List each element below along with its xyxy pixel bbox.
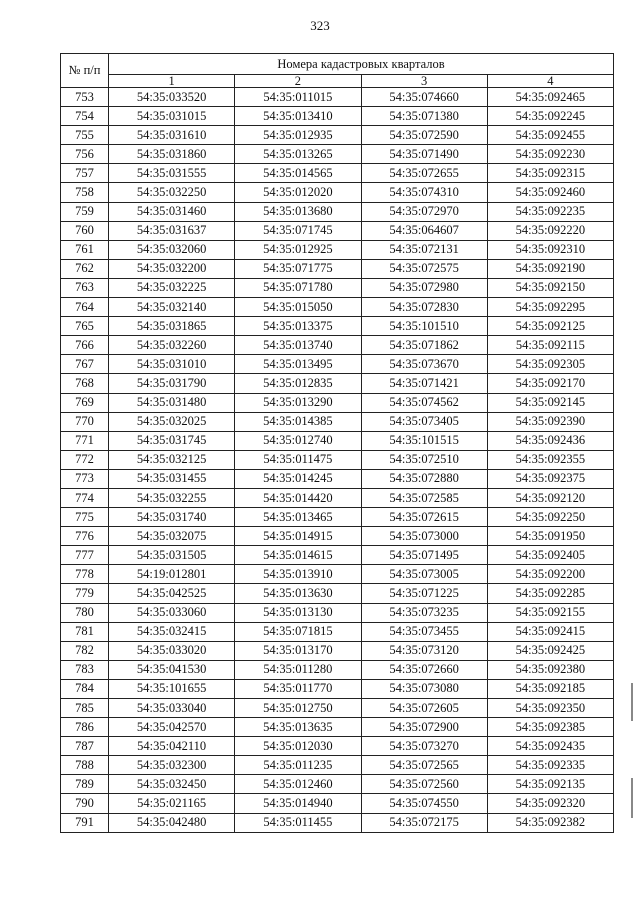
row-number-cell: 756 [61, 145, 109, 164]
cadastral-quarter-cell: 54:35:074310 [361, 183, 487, 202]
cadastral-quarter-cell: 54:35:013495 [235, 355, 361, 374]
table-row [61, 718, 614, 737]
cadastral-quarter-cell: 54:35:033040 [109, 699, 235, 718]
scan-edge-mark [631, 683, 633, 721]
row-number-header: № п/п [61, 54, 109, 88]
cadastral-quarter-cell: 54:35:072980 [361, 278, 487, 297]
cadastral-quarter-cell: 54:35:092425 [487, 641, 613, 660]
cadastral-quarter-cell: 54:35:092305 [487, 355, 613, 374]
cadastral-quarter-cell: 54:35:011015 [235, 88, 361, 107]
cadastral-quarter-cell: 54:35:074562 [361, 393, 487, 412]
cadastral-quarter-cell: 54:35:012935 [235, 126, 361, 145]
cadastral-quarter-cell: 54:35:033060 [109, 603, 235, 622]
cadastral-quarter-cell: 54:35:031860 [109, 145, 235, 164]
cadastral-quarter-cell: 54:35:031555 [109, 164, 235, 183]
table-row [61, 546, 614, 565]
cadastral-quarter-cell: 54:35:092380 [487, 660, 613, 679]
cadastral-quarter-cell: 54:35:014615 [235, 546, 361, 565]
row-number-cell: 781 [61, 622, 109, 641]
cadastral-quarter-cell: 54:35:031460 [109, 202, 235, 221]
table-row [61, 794, 614, 813]
cadastral-quarter-cell: 54:35:013265 [235, 145, 361, 164]
cadastral-quarter-cell: 54:35:092382 [487, 813, 613, 832]
table-row [61, 393, 614, 412]
table-header [61, 54, 614, 88]
table-row [61, 221, 614, 240]
cadastral-table-container [60, 53, 614, 833]
column-header: 3 [361, 75, 487, 88]
cadastral-quarter-cell: 54:35:074550 [361, 794, 487, 813]
cadastral-quarter-cell: 54:35:013290 [235, 393, 361, 412]
cadastral-quarter-cell: 54:35:031637 [109, 221, 235, 240]
cadastral-quarter-cell: 54:35:092155 [487, 603, 613, 622]
row-number-cell: 782 [61, 641, 109, 660]
table-body [61, 88, 614, 833]
cadastral-quarter-cell: 54:35:071490 [361, 145, 487, 164]
cadastral-quarter-cell: 54:35:092125 [487, 317, 613, 336]
cadastral-quarter-cell: 54:35:042480 [109, 813, 235, 832]
cadastral-quarter-cell: 54:35:073235 [361, 603, 487, 622]
row-number-cell: 774 [61, 488, 109, 507]
page-number: 323 [310, 18, 330, 33]
cadastral-quarter-cell: 54:35:072575 [361, 259, 487, 278]
cadastral-quarter-cell: 54:35:092436 [487, 431, 613, 450]
table-row [61, 469, 614, 488]
row-number-cell: 778 [61, 565, 109, 584]
cadastral-quarter-cell: 54:35:032415 [109, 622, 235, 641]
cadastral-quarter-cell: 54:35:072565 [361, 756, 487, 775]
cadastral-quarter-cell: 54:35:071745 [235, 221, 361, 240]
cadastral-quarter-cell: 54:35:092135 [487, 775, 613, 794]
cadastral-quarter-cell: 54:35:014385 [235, 412, 361, 431]
cadastral-quarter-cell: 54:35:072900 [361, 718, 487, 737]
cadastral-quarter-cell: 54:35:014915 [235, 527, 361, 546]
cadastral-quarter-cell: 54:35:011770 [235, 679, 361, 698]
table-row [61, 756, 614, 775]
row-number-cell: 754 [61, 107, 109, 126]
cadastral-quarter-cell: 54:35:092460 [487, 183, 613, 202]
table-row [61, 488, 614, 507]
cadastral-quarter-cell: 54:35:012925 [235, 240, 361, 259]
row-number-cell: 768 [61, 374, 109, 393]
scan-edge-mark [631, 778, 633, 818]
cadastral-quarter-cell: 54:35:013465 [235, 508, 361, 527]
table-row [61, 259, 614, 278]
cadastral-quarter-cell: 54:35:033020 [109, 641, 235, 660]
cadastral-quarter-cell: 54:35:032250 [109, 183, 235, 202]
table-row [61, 431, 614, 450]
cadastral-quarter-cell: 54:35:064607 [361, 221, 487, 240]
cadastral-quarter-cell: 54:35:042110 [109, 737, 235, 756]
cadastral-quarter-cell: 54:35:092385 [487, 718, 613, 737]
cadastral-quarter-cell: 54:35:032255 [109, 488, 235, 507]
table-row [61, 737, 614, 756]
cadastral-quarter-cell: 54:35:074660 [361, 88, 487, 107]
cadastral-quarter-cell: 54:35:012835 [235, 374, 361, 393]
table-row [61, 679, 614, 698]
row-number-cell: 757 [61, 164, 109, 183]
row-number-cell: 760 [61, 221, 109, 240]
cadastral-quarter-cell: 54:35:092335 [487, 756, 613, 775]
cadastral-quarter-cell: 54:35:071775 [235, 259, 361, 278]
table-row [61, 164, 614, 183]
cadastral-quarter-cell: 54:35:092200 [487, 565, 613, 584]
cadastral-quarter-cell: 54:35:092235 [487, 202, 613, 221]
cadastral-quarter-cell: 54:35:031010 [109, 355, 235, 374]
cadastral-quarter-cell: 54:35:031015 [109, 107, 235, 126]
cadastral-quarter-cell: 54:35:015050 [235, 298, 361, 317]
table-row [61, 508, 614, 527]
table-row [61, 565, 614, 584]
row-number-cell: 765 [61, 317, 109, 336]
row-number-cell: 791 [61, 813, 109, 832]
cadastral-quarter-cell: 54:35:092295 [487, 298, 613, 317]
cadastral-group-header: Номера кадастровых кварталов [109, 54, 614, 75]
cadastral-quarter-cell: 54:35:032200 [109, 259, 235, 278]
table-row [61, 527, 614, 546]
cadastral-quarter-cell: 54:35:031740 [109, 508, 235, 527]
cadastral-quarter-cell: 54:35:071421 [361, 374, 487, 393]
cadastral-quarter-cell: 54:35:031455 [109, 469, 235, 488]
cadastral-quarter-cell: 54:35:032300 [109, 756, 235, 775]
cadastral-quarter-cell: 54:35:011475 [235, 450, 361, 469]
cadastral-quarter-cell: 54:35:072590 [361, 126, 487, 145]
cadastral-quarter-cell: 54:35:092115 [487, 336, 613, 355]
cadastral-quarter-cell: 54:35:092220 [487, 221, 613, 240]
row-number-cell: 770 [61, 412, 109, 431]
column-header: 1 [109, 75, 235, 88]
cadastral-quarter-cell: 54:35:092375 [487, 469, 613, 488]
table-row [61, 183, 614, 202]
row-number-cell: 761 [61, 240, 109, 259]
table-row [61, 813, 614, 832]
table-row [61, 775, 614, 794]
column-header: 4 [487, 75, 613, 88]
cadastral-quarter-cell: 54:35:021165 [109, 794, 235, 813]
cadastral-quarter-cell: 54:35:013740 [235, 336, 361, 355]
cadastral-quarter-cell: 54:35:031480 [109, 393, 235, 412]
cadastral-quarter-cell: 54:35:014565 [235, 164, 361, 183]
cadastral-quarter-cell: 54:35:092245 [487, 107, 613, 126]
cadastral-quarter-cell: 54:35:041530 [109, 660, 235, 679]
row-number-cell: 777 [61, 546, 109, 565]
row-number-cell: 775 [61, 508, 109, 527]
cadastral-quarter-cell: 54:35:072131 [361, 240, 487, 259]
cadastral-quarter-cell: 54:35:032450 [109, 775, 235, 794]
cadastral-quarter-cell: 54:35:011455 [235, 813, 361, 832]
table-row [61, 202, 614, 221]
cadastral-quarter-cell: 54:35:071862 [361, 336, 487, 355]
cadastral-quarter-cell: 54:35:092120 [487, 488, 613, 507]
cadastral-table [60, 53, 614, 833]
cadastral-quarter-cell: 54:35:092285 [487, 584, 613, 603]
cadastral-quarter-cell: 54:35:073000 [361, 527, 487, 546]
row-number-cell: 776 [61, 527, 109, 546]
cadastral-quarter-cell: 54:35:013910 [235, 565, 361, 584]
cadastral-quarter-cell: 54:35:072560 [361, 775, 487, 794]
cadastral-quarter-cell: 54:35:072830 [361, 298, 487, 317]
cadastral-quarter-cell: 54:35:014420 [235, 488, 361, 507]
cadastral-quarter-cell: 54:35:072660 [361, 660, 487, 679]
cadastral-quarter-cell: 54:19:012801 [109, 565, 235, 584]
cadastral-quarter-cell: 54:35:013170 [235, 641, 361, 660]
row-number-cell: 755 [61, 126, 109, 145]
cadastral-quarter-cell: 54:35:013630 [235, 584, 361, 603]
cadastral-quarter-cell: 54:35:092145 [487, 393, 613, 412]
cadastral-quarter-cell: 54:35:092250 [487, 508, 613, 527]
cadastral-quarter-cell: 54:35:092230 [487, 145, 613, 164]
cadastral-quarter-cell: 54:35:092170 [487, 374, 613, 393]
row-number-cell: 789 [61, 775, 109, 794]
cadastral-quarter-cell: 54:35:031865 [109, 317, 235, 336]
cadastral-quarter-cell: 54:35:092405 [487, 546, 613, 565]
cadastral-quarter-cell: 54:35:013410 [235, 107, 361, 126]
cadastral-quarter-cell: 54:35:091950 [487, 527, 613, 546]
cadastral-quarter-cell: 54:35:032140 [109, 298, 235, 317]
cadastral-quarter-cell: 54:35:072655 [361, 164, 487, 183]
cadastral-quarter-cell: 54:35:033520 [109, 88, 235, 107]
table-row [61, 278, 614, 297]
cadastral-quarter-cell: 54:35:012740 [235, 431, 361, 450]
cadastral-quarter-cell: 54:35:042570 [109, 718, 235, 737]
cadastral-quarter-cell: 54:35:032260 [109, 336, 235, 355]
cadastral-quarter-cell: 54:35:092350 [487, 699, 613, 718]
cadastral-quarter-cell: 54:35:031790 [109, 374, 235, 393]
cadastral-quarter-cell: 54:35:014940 [235, 794, 361, 813]
table-row [61, 317, 614, 336]
column-header: 2 [235, 75, 361, 88]
row-number-cell: 763 [61, 278, 109, 297]
cadastral-quarter-cell: 54:35:032025 [109, 412, 235, 431]
row-number-cell: 766 [61, 336, 109, 355]
table-row [61, 355, 614, 374]
cadastral-quarter-cell: 54:35:073120 [361, 641, 487, 660]
cadastral-quarter-cell: 54:35:031610 [109, 126, 235, 145]
cadastral-quarter-cell: 54:35:012460 [235, 775, 361, 794]
cadastral-quarter-cell: 54:35:071815 [235, 622, 361, 641]
cadastral-quarter-cell: 54:35:013130 [235, 603, 361, 622]
cadastral-quarter-cell: 54:35:092455 [487, 126, 613, 145]
table-row [61, 298, 614, 317]
cadastral-quarter-cell: 54:35:031745 [109, 431, 235, 450]
cadastral-quarter-cell: 54:35:032125 [109, 450, 235, 469]
row-number-cell: 784 [61, 679, 109, 698]
cadastral-quarter-cell: 54:35:101510 [361, 317, 487, 336]
cadastral-quarter-cell: 54:35:092190 [487, 259, 613, 278]
table-row [61, 336, 614, 355]
cadastral-quarter-cell: 54:35:101655 [109, 679, 235, 698]
row-number-cell: 762 [61, 259, 109, 278]
table-row [61, 374, 614, 393]
cadastral-quarter-cell: 54:35:073670 [361, 355, 487, 374]
cadastral-quarter-cell: 54:35:092150 [487, 278, 613, 297]
row-number-cell: 759 [61, 202, 109, 221]
row-number-cell: 764 [61, 298, 109, 317]
cadastral-quarter-cell: 54:35:073405 [361, 412, 487, 431]
cadastral-quarter-cell: 54:35:092315 [487, 164, 613, 183]
cadastral-quarter-cell: 54:35:071495 [361, 546, 487, 565]
row-number-cell: 786 [61, 718, 109, 737]
cadastral-quarter-cell: 54:35:071380 [361, 107, 487, 126]
cadastral-quarter-cell: 54:35:092355 [487, 450, 613, 469]
table-row [61, 412, 614, 431]
table-row [61, 584, 614, 603]
cadastral-quarter-cell: 54:35:072615 [361, 508, 487, 527]
row-number-cell: 783 [61, 660, 109, 679]
cadastral-quarter-cell: 54:35:072175 [361, 813, 487, 832]
cadastral-quarter-cell: 54:35:042525 [109, 584, 235, 603]
row-number-cell: 758 [61, 183, 109, 202]
row-number-cell: 787 [61, 737, 109, 756]
cadastral-quarter-cell: 54:35:092320 [487, 794, 613, 813]
cadastral-quarter-cell: 54:35:092435 [487, 737, 613, 756]
table-row [61, 699, 614, 718]
table-row [61, 450, 614, 469]
row-number-cell: 785 [61, 699, 109, 718]
cadastral-quarter-cell: 54:35:073455 [361, 622, 487, 641]
cadastral-quarter-cell: 54:35:014245 [235, 469, 361, 488]
cadastral-quarter-cell: 54:35:072880 [361, 469, 487, 488]
cadastral-quarter-cell: 54:35:072585 [361, 488, 487, 507]
cadastral-quarter-cell: 54:35:071780 [235, 278, 361, 297]
cadastral-quarter-cell: 54:35:031505 [109, 546, 235, 565]
cadastral-quarter-cell: 54:35:072605 [361, 699, 487, 718]
table-row [61, 107, 614, 126]
cadastral-quarter-cell: 54:35:013680 [235, 202, 361, 221]
cadastral-quarter-cell: 54:35:092415 [487, 622, 613, 641]
row-number-cell: 771 [61, 431, 109, 450]
table-row [61, 145, 614, 164]
cadastral-quarter-cell: 54:35:101515 [361, 431, 487, 450]
cadastral-quarter-cell: 54:35:071225 [361, 584, 487, 603]
table-row [61, 660, 614, 679]
cadastral-quarter-cell: 54:35:072970 [361, 202, 487, 221]
row-number-cell: 772 [61, 450, 109, 469]
row-number-cell: 788 [61, 756, 109, 775]
row-number-cell: 773 [61, 469, 109, 488]
cadastral-quarter-cell: 54:35:011280 [235, 660, 361, 679]
cadastral-quarter-cell: 54:35:012020 [235, 183, 361, 202]
cadastral-quarter-cell: 54:35:092310 [487, 240, 613, 259]
cadastral-quarter-cell: 54:35:073080 [361, 679, 487, 698]
table-row [61, 88, 614, 107]
cadastral-quarter-cell: 54:35:072510 [361, 450, 487, 469]
table-row [61, 622, 614, 641]
cadastral-quarter-cell: 54:35:073005 [361, 565, 487, 584]
cadastral-quarter-cell: 54:35:032075 [109, 527, 235, 546]
table-row [61, 641, 614, 660]
row-number-cell: 780 [61, 603, 109, 622]
cadastral-quarter-cell: 54:35:013375 [235, 317, 361, 336]
cadastral-quarter-cell: 54:35:012750 [235, 699, 361, 718]
row-number-cell: 769 [61, 393, 109, 412]
cadastral-quarter-cell: 54:35:092465 [487, 88, 613, 107]
table-row [61, 126, 614, 145]
cadastral-quarter-cell: 54:35:013635 [235, 718, 361, 737]
row-number-cell: 779 [61, 584, 109, 603]
cadastral-quarter-cell: 54:35:012030 [235, 737, 361, 756]
table-row [61, 603, 614, 622]
row-number-cell: 753 [61, 88, 109, 107]
cadastral-quarter-cell: 54:35:092185 [487, 679, 613, 698]
row-number-cell: 767 [61, 355, 109, 374]
cadastral-quarter-cell: 54:35:032225 [109, 278, 235, 297]
cadastral-quarter-cell: 54:35:092390 [487, 412, 613, 431]
row-number-cell: 790 [61, 794, 109, 813]
cadastral-quarter-cell: 54:35:073270 [361, 737, 487, 756]
cadastral-quarter-cell: 54:35:032060 [109, 240, 235, 259]
table-row [61, 240, 614, 259]
cadastral-quarter-cell: 54:35:011235 [235, 756, 361, 775]
